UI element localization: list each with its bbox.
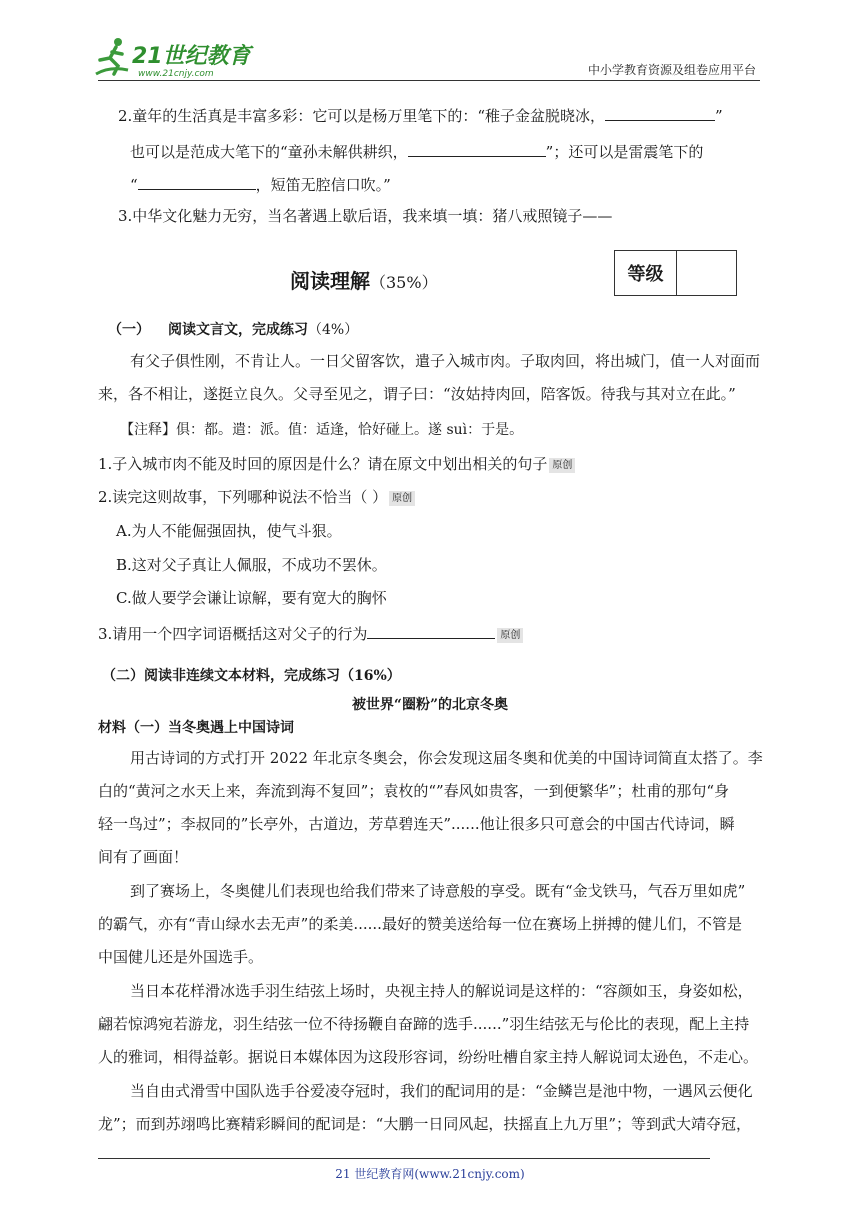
question-2-line-2 xyxy=(130,140,703,162)
part1-heading-percent: （4%） xyxy=(308,322,359,338)
header-platform-text: 中小学教育资源及组卷应用平台 xyxy=(587,63,756,77)
original-tag: 原创 xyxy=(389,491,415,506)
part1-para-1: 有父子俱性刚，不肯让人。一日父留客饮，遣子入城市肉。子取肉回，将出城门，值一人对面而 xyxy=(130,352,761,370)
q3-text: 3.请用一个四字词语概括这对父子的行为 xyxy=(98,625,368,643)
footer-link[interactable]: 21 世纪教育网(www.21cnjy.com) xyxy=(335,1167,525,1181)
footer-rule xyxy=(98,1158,710,1159)
answer-blank-2[interactable] xyxy=(408,140,546,157)
article-line: 当自由式滑雪中国队选手谷爱凌夺冠时，我们的配词用的是：“金鳞岂是池中物，一遇风云便化 xyxy=(130,1082,753,1100)
part1-para-2: 来，各不相让，遂挺立良久。父寻至见之，谓子曰：“汝姑持肉回，陪客饭。待我与其对立在此。” xyxy=(98,385,736,403)
q1-text: 1.子入城市肉不能及时回的原因是什么？请在原文中划出相关的句子 xyxy=(98,455,548,473)
article-line: 用古诗词的方式打开 2022 年北京冬奥会，你会发现这届冬奥和优美的中国诗词简直太搭了。李 xyxy=(130,749,763,767)
article-line: 白的“黄河之水天上来，奔流到海不复回”；袁枚的“”春风如贵客，一到便繁华”；杜甫的那句“身 xyxy=(98,782,730,800)
part1-heading xyxy=(108,320,358,340)
question-2-line-1 xyxy=(118,104,723,126)
article-line: 的霸气，亦有“青山绿水去无声”的柔美......最好的赞美送给每一位在赛场上拼搏的健儿们，不管是 xyxy=(98,915,742,933)
logo-url: www.21cnjy.com xyxy=(138,69,214,79)
part1-question-2 xyxy=(98,487,415,507)
answer-blank-4[interactable] xyxy=(367,622,495,639)
part1-heading-num: （一） xyxy=(108,322,150,338)
reading-title xyxy=(290,265,438,294)
answer-blank-1[interactable] xyxy=(605,104,715,121)
part1-question-3 xyxy=(98,622,523,644)
article-line: 龙”；而到苏翊鸣比赛精彩瞬间的配词是：“大鹏一日同风起，扶摇直上九万里”；等到武大靖夺冠， xyxy=(98,1115,752,1133)
original-tag: 原创 xyxy=(497,628,523,643)
option-b[interactable]: B.这对父子真让人佩服，不成功不罢休。 xyxy=(116,556,387,574)
article-line: 当日本花样滑冰选手羽生结弦上场时，央视主持人的解说词是这样的：“容颜如玉，身姿如松， xyxy=(130,982,753,1000)
article-line: 到了赛场上，冬奥健儿们表现也给我们带来了诗意般的享受。既有“金戈铁马，气吞万里如虎” xyxy=(130,882,746,900)
q2-text-d: ”；还可以是雷震笔下的 xyxy=(545,143,704,161)
q2-text-c: 也可以是范成大笔下的“童孙未解供耕织， xyxy=(130,143,408,161)
q2-text-b: ” xyxy=(714,107,723,125)
material-1-heading: 材料（一）当冬奥遇上中国诗词 xyxy=(98,720,294,736)
article-line: 人的雅词，相得益彰。据说日本媒体因为这段形容词，纷纷吐槽自家主持人解说词太逊色，不走心。 xyxy=(98,1048,759,1066)
header-rule xyxy=(98,80,760,81)
part1-note: 【注释】俱：都。遣：派。值：适逢，恰好碰上。遂 suì：于是。 xyxy=(120,422,524,438)
grade-box xyxy=(614,250,737,296)
q2-text-e: “ xyxy=(130,176,138,194)
question-3: 3.中华文化魅力无穷，当名著遇上歇后语，我来填一填：猪八戒照镜子—— xyxy=(118,207,613,225)
article-title: 被世界“圈粉”的北京冬奥 xyxy=(351,697,509,713)
q2-text-f: ，短笛无腔信口吹。” xyxy=(255,176,391,194)
article-line: 间有了画面！ xyxy=(98,848,189,866)
reading-percent: （35%） xyxy=(370,273,438,292)
article-line: 翩若惊鸿宛若游龙，羽生结弦一位不待扬鞭自奋蹄的选手......”羽生结弦无与伦比的表现，配上主持 xyxy=(98,1015,750,1033)
logo-text: 21世纪教育 xyxy=(132,44,251,69)
grade-label: 等级 xyxy=(615,251,677,295)
q2-choice-text: 2.读完这则故事，下列哪种说法不恰当（ ） xyxy=(98,488,388,506)
part2-heading: （二）阅读非连续文本材料，完成练习（16%） xyxy=(102,668,401,684)
grade-input-cell[interactable] xyxy=(677,251,736,295)
option-a[interactable]: A.为人不能倔强固执，使气斗狠。 xyxy=(116,522,342,540)
reading-title-text: 阅读理解 xyxy=(290,269,370,293)
runner-logo-icon xyxy=(92,36,262,80)
option-c[interactable]: C.做人要学会谦让谅解，要有宽大的胸怀 xyxy=(116,589,387,607)
part1-heading-title: 阅读文言文，完成练习 xyxy=(168,322,308,338)
site-logo xyxy=(92,36,262,80)
article-line: 中国健儿还是外国选手。 xyxy=(98,948,264,966)
answer-blank-3[interactable] xyxy=(138,173,256,190)
article-line: 轻一鸟过”；李叔同的”长亭外，古道边，芳草碧连天”......他让很多只可意会的中国古代诗词，瞬 xyxy=(98,815,735,833)
original-tag: 原创 xyxy=(549,458,575,473)
part1-question-1 xyxy=(98,454,575,474)
question-2-line-3 xyxy=(130,173,391,195)
q2-text-a: 2.童年的生活真是丰富多彩：它可以是杨万里笔下的：“稚子金盆脱晓冰， xyxy=(118,107,605,125)
